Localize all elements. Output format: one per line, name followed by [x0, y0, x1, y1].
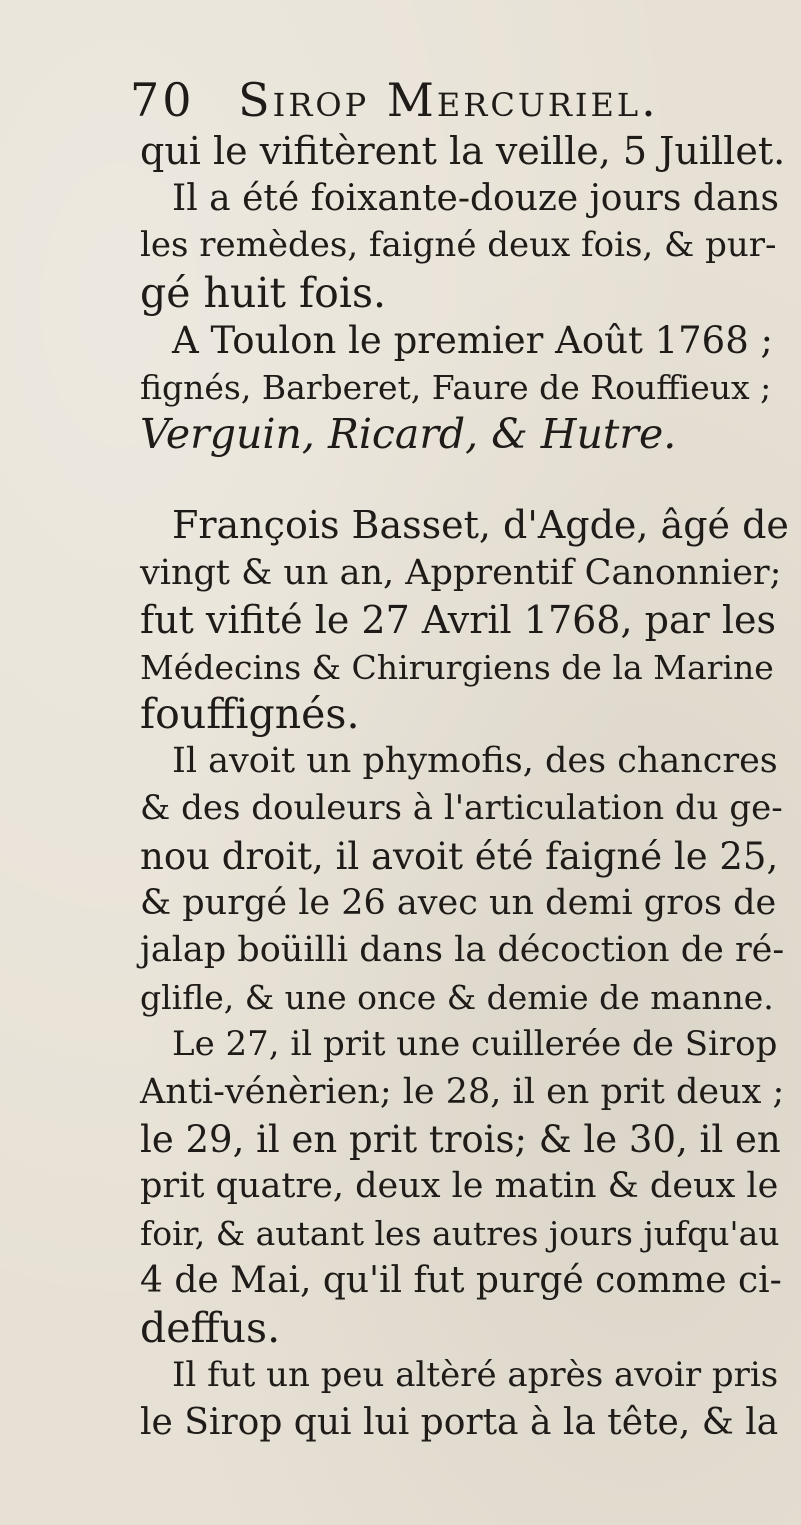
text-line: A Toulon le premier Août 1768 ;	[172, 318, 773, 362]
text-line: le Sirop qui lui porta à la tête, & la	[140, 1401, 779, 1443]
text-line: Verguin, Ricard, & Hutre.	[140, 410, 677, 459]
text-line: qui le vifitèrent la veille, 5 Juillet.	[140, 129, 786, 173]
text-line: foir, & autant les autres jours jufqu'au	[140, 1214, 780, 1254]
text-line: Médecins & Chirurgiens de la Marine	[140, 647, 774, 687]
text-line: vingt & un an, Apprentif Canonnier;	[140, 552, 782, 593]
text-line: prit quatre, deux le matin & deux le	[140, 1165, 779, 1206]
text-line: glifle, & une once & demie de manne.	[140, 978, 774, 1018]
text-line: François Basset, d'Agde, âgé de	[172, 503, 789, 548]
text-line: fouffignés.	[140, 690, 360, 739]
page-number: 70	[130, 73, 195, 127]
running-head	[130, 70, 750, 130]
text-line: Anti-vénèrien; le 28, il en prit deux ;	[140, 1071, 785, 1112]
text-line: Il a été foixante-douze jours dans	[172, 178, 779, 220]
text-line: gé huit fois.	[140, 268, 387, 317]
text-line: fut vifité le 27 Avril 1768, par les	[140, 597, 776, 642]
text-line: 4 de Mai, qu'il fut purgé comme ci-	[140, 1260, 782, 1302]
text-line: & des douleurs à l'articulation du ge-	[140, 788, 783, 829]
text-line: Le 27, il prit une cuillerée de Sirop	[172, 1024, 778, 1065]
text-line: nou droit, il avoit été faigné le 25,	[140, 834, 779, 878]
text-line: Il avoit un phymofis, des chancres	[172, 741, 778, 782]
text-line: Il fut un peu altèré après avoir pris	[172, 1354, 779, 1395]
running-title: Sirop Mercuriel.	[238, 73, 659, 127]
text-line: fignés, Barberet, Faure de Rouffieux ;	[140, 367, 772, 407]
paragraph-gap	[140, 458, 770, 502]
text-line: deffus.	[140, 1303, 281, 1352]
body-text	[140, 128, 789, 1446]
text-line: jalap boüilli dans la décoction de ré-	[140, 930, 785, 970]
text-line: le 29, il en prit trois; & le 30, il en	[140, 1117, 781, 1161]
text-line: & purgé le 26 avec un demi gros de	[140, 882, 777, 923]
text-line: les remèdes, faigné deux fois, & pur-	[140, 225, 777, 266]
